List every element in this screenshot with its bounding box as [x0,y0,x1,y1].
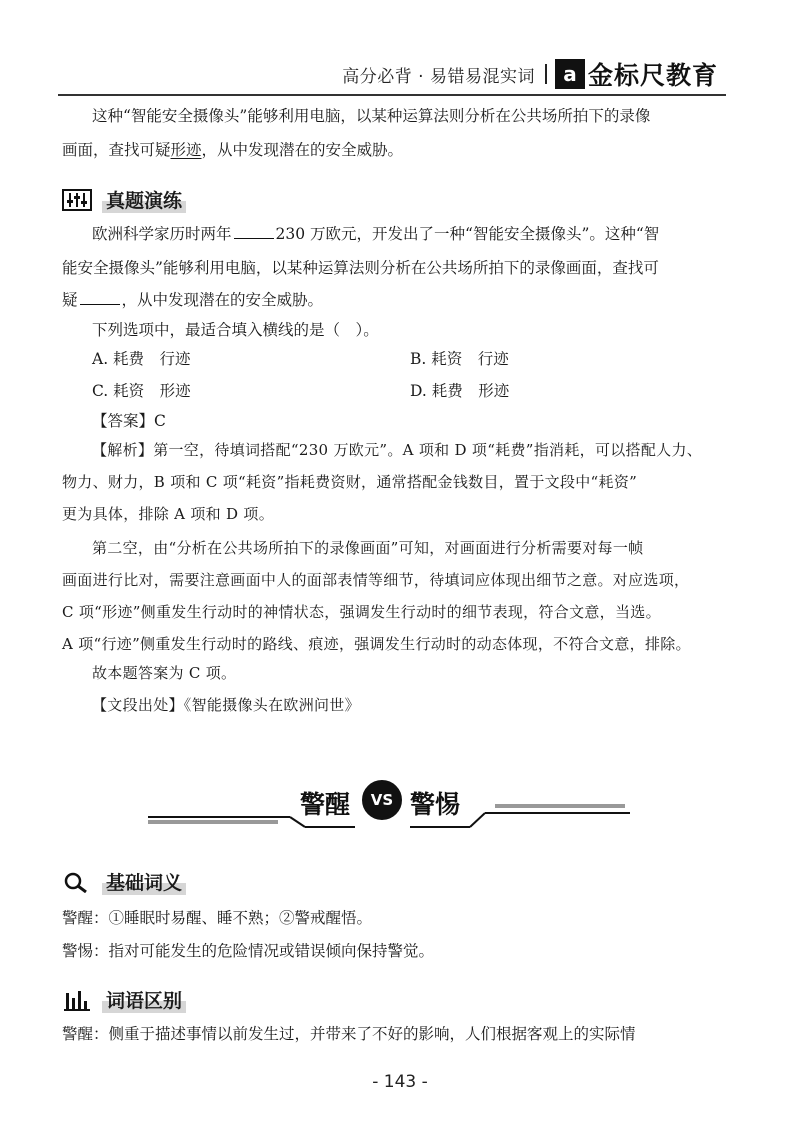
answer-line: 【答案】C [92,412,166,430]
highlight-word: 形迹 [170,141,202,159]
analysis-line-4: 第二空，由“分析在公共场所拍下的录像画面”可知，对画面进行分析需要对每一帧 [92,539,644,557]
equalizer-icon [62,189,92,211]
option-c: C. 耗资 形迹 [92,382,191,400]
bar-chart-icon [62,989,92,1011]
difference-title: 词语区别 [102,986,186,1013]
search-icon [62,871,92,893]
compare-word-right: 警惕 [410,790,461,819]
difference-heading [62,986,186,1013]
conclusion-line: 故本题答案为 C 项。 [92,664,237,682]
basic-meaning-heading [62,868,186,895]
answer-blank-1 [234,224,274,239]
difference-line-1: 警醒：侧重于描述事情以前发生过，并带来了不好的影响，人们根据客观上的实际情 [62,1025,636,1043]
analysis-line-5: 画面进行比对，需要注意画面中人的面部表情等细节，待填词应体现出细节之意。对应选项， [62,571,690,589]
analysis-line-1: 【解析】第一空，待填词搭配“230 万欧元”。A 项和 D 项“耗费”指消耗，可以搭配人力、 [92,441,703,459]
option-b: B. 耗资 行迹 [410,350,509,368]
page-number: - 143 - [372,1072,428,1092]
analysis-line-7: A 项“行迹”侧重发生行动时的路线、痕迹，强调发生行动时的动态体现，不符合文意，排除。 [62,635,691,653]
intro-line-2: 画面，查找可疑形迹，从中发现潜在的安全威胁。 [62,141,404,159]
page-header [342,55,718,93]
header-rule [58,94,726,96]
analysis-line-6: C 项“形迹”侧重发生行动时的神情状态，强调发生行动时的细节表现，符合文意，当选。 [62,603,661,621]
question-prompt: 下列选项中，最适合填入横线的是（ ）。 [92,321,379,339]
question-line-3: 疑 ，从中发现潜在的安全威胁。 [62,291,324,309]
source-line: 【文段出处】《智能摄像头在欧洲问世》 [92,696,360,714]
intro-line-1: 这种“智能安全摄像头”能够利用电脑，以某种运算法则分析在公共场所拍下的录像 [92,107,651,125]
practice-heading [62,186,186,213]
definition-line-1: 警醒：①睡眠时易醒、睡不熟；②警戒醒悟。 [62,909,373,927]
answer-blank-2 [80,290,120,305]
analysis-line-2: 物力、财力，B 项和 C 项“耗资”指耗费资财，通常搭配金钱数目，置于文段中“耗资” [62,473,638,491]
header-subtitle: 高分必背 · 易错易混实词 [342,66,535,87]
analysis-line-3: 更为具体，排除 A 项和 D 项。 [62,505,275,523]
question-line-2: 能安全摄像头”能够利用电脑，以某种运算法则分析在公共场所拍下的录像画面，查找可 [62,259,659,277]
brand-name: 金标尺教育 [587,61,718,90]
question-line-1: 欧洲科学家历时两年 230 万欧元，开发出了一种“智能安全摄像头”。这种“智 [92,225,660,243]
basic-meaning-title: 基础词义 [102,868,186,895]
option-a: A. 耗费 行迹 [92,350,191,368]
compare-word-left: 警醒 [300,790,351,819]
vs-badge-icon: VS [362,780,402,820]
comparison-banner-decoration [0,775,800,845]
header-divider [545,64,547,84]
definition-line-2: 警惕：指对可能发生的危险情况或错误倾向保持警觉。 [62,942,435,960]
practice-title: 真题演练 [102,186,186,213]
brand-logo-icon: a [555,59,585,89]
option-d: D. 耗费 形迹 [410,382,510,400]
